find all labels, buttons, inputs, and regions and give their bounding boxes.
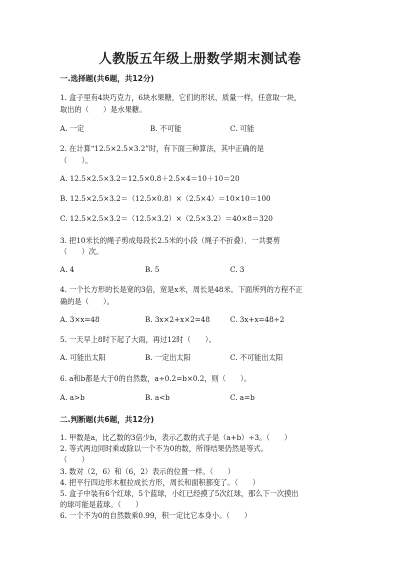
- option-c: C. 12.5×2.5×3.2＝（12.5×3.2）×（2.5×3.2）＝40×8＝320: [60, 214, 273, 223]
- option-a: A. 一定: [60, 124, 85, 133]
- question-text: （ ）次。: [60, 247, 104, 256]
- option-row: [60, 315, 350, 326]
- option-row: [60, 124, 350, 135]
- option-a: A. 可能出太阳: [60, 353, 106, 362]
- judge-line: 的球可能是蓝球。（ ）: [60, 500, 143, 509]
- option-c: C. 不可能出太阳: [230, 353, 283, 362]
- option-row: [60, 393, 350, 404]
- option-row: [60, 265, 350, 276]
- question-text: 6. a和b都是大于0的自然数，a÷0.2=b×0.2，则（ ）。: [60, 374, 252, 383]
- judge-line: 1. 甲数是a，比乙数的3倍少b，表示乙数的式子是（a+b）÷3。（ ）: [60, 433, 292, 442]
- option-a: A. 12.5×2.5×3.2＝12.5×0.8＋2.5×4＝10＋10＝20: [60, 174, 240, 183]
- judge-line: 2. 等式两边同时乘或除以一个不为0的数，所得结果仍然是等式。: [60, 444, 268, 453]
- judge-line: （ ）: [60, 455, 89, 464]
- question-text: 2. 在计算“12.5×2.5×3.2”时，有下面三种算法，其中正确的是: [60, 144, 264, 153]
- option-a: A. 4: [60, 265, 75, 274]
- option-b: B. 一定出太阳: [145, 353, 191, 362]
- option-b: B. a<b: [145, 393, 170, 402]
- option-a: A. 3×x=48: [60, 315, 100, 324]
- option-b: B. 12.5×2.5×3.2＝（12.5×0.8）×（2.5×4）＝10×10＝100: [60, 194, 271, 203]
- option-row: [60, 353, 350, 364]
- option-c: C. 3: [230, 265, 245, 274]
- question-text: 1. 盒子里有4块巧克力，6块水果糖，它们的形状、质量一样，任意取一块，: [60, 93, 302, 102]
- question-text: 取出的（ ）是水果糖。: [60, 105, 147, 114]
- option-b: B. 5: [145, 265, 160, 274]
- option-c: C. 3x+x=48÷2: [230, 315, 285, 324]
- question-text: 4. 一个长方形的长是宽的3倍，宽是x米，周长是48米。下面所列的方程不正: [60, 285, 303, 294]
- judge-line: 3. 数对（2，6）和（6，2）表示的位置一样。（ ）: [60, 467, 235, 476]
- question-text: （ ）。: [60, 156, 93, 165]
- question-text: 5. 一天早上8时下起了大雨，再过12时（ ）。: [60, 335, 216, 344]
- option-b: B. 不可能: [150, 124, 182, 133]
- option-c: C. a=b: [230, 393, 255, 402]
- option-c: C. 可能: [230, 124, 255, 133]
- judge-line: 6. 一个不为0的自然数乘0.99，积一定比它本身小。（ ）: [60, 511, 252, 520]
- option-a: A. a>b: [60, 393, 85, 402]
- judge-line: 5. 盒子中装有6个红球，5个蓝球，小红已经摸了5次红球，那么下一次摸出: [60, 489, 299, 498]
- page-title: 人教版五年级上册数学期末测试卷: [98, 52, 302, 67]
- section-choice-heading: 一.选择题(共6题，共12分): [60, 74, 155, 83]
- option-b: B. 3x×2+x×2=48: [145, 315, 210, 324]
- section-judge-heading: 二.判断题(共6题，共12分): [60, 415, 155, 424]
- question-text: 确的是（ ）。: [60, 297, 114, 306]
- judge-line: 4. 把平行四边形木框拉成长方形，周长和面积都变了。（ ）: [60, 478, 260, 487]
- question-text: 3. 把10米长的绳子剪成每段长2.5米的小段（绳子不折叠）．一共要剪: [60, 236, 281, 245]
